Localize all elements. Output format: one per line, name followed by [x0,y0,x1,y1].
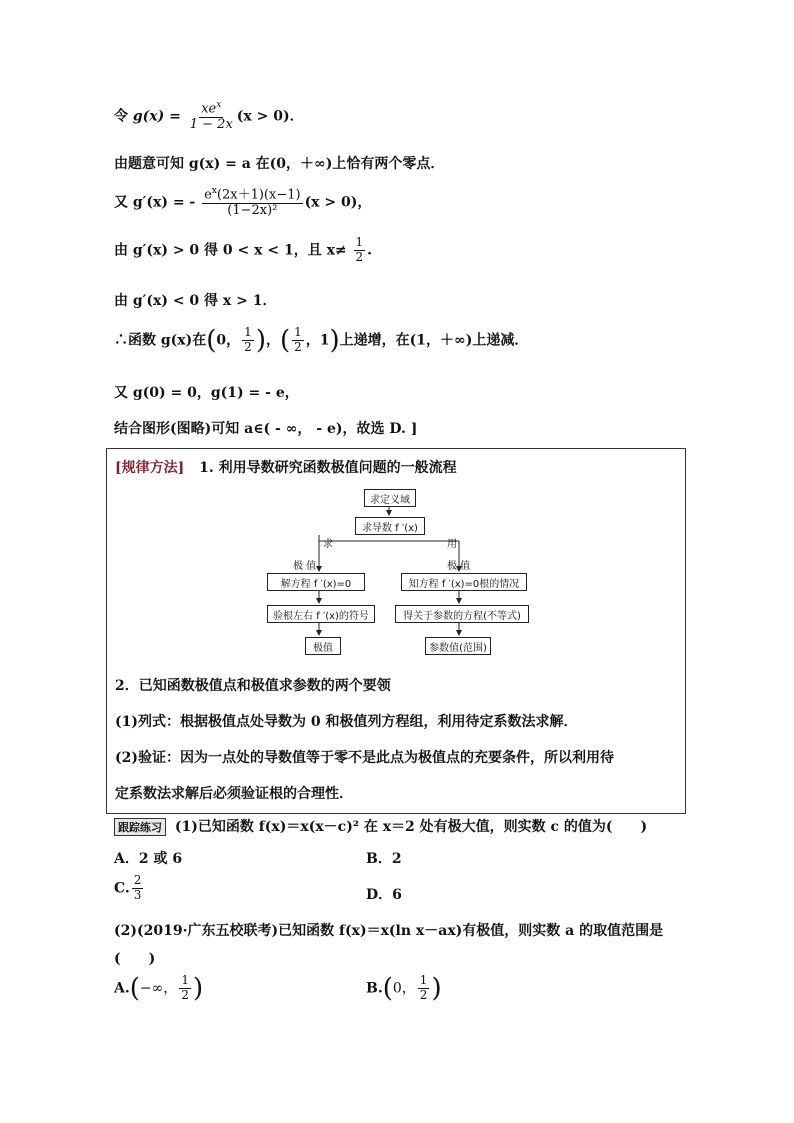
flow-right-result: 参数值(范围) [425,637,491,655]
exercise-q2-line2: ( ) [114,951,156,967]
flow-left-result: 极值 [305,637,341,655]
solution-line-1: 令 g(x) = $\frac{xe^x}{1 - 2x}$ (x > 0)． [114,100,304,133]
fraction: $\frac{xe^x}{1 - 2x}$ [189,100,233,133]
solution-line-6: ∴函数 g(x)在(0， $\frac{1}{2}$ )，( $\frac{1}{2}$ ，1)上递增，在(1，＋∞)上递减． [114,325,529,356]
flow-label-left-2: 极 值 [293,561,317,572]
fraction: $\frac{1}{2}$ [244,325,252,354]
flow-derivative-box: 求导数 f ′(x) [355,517,425,535]
method-box [106,448,686,814]
q1-option-d: D．6 [366,887,402,903]
point2-a: (1)列式：根据极值点处导数为 0 和极值列方程组，利用待定系数法求解． [115,714,578,730]
method-box-title: [规律方法] 1. 利用导数研究函数极值问题的一般流程 [115,460,457,476]
exercise-q1: 跟踪练习 (1)已知函数 f(x)＝x(x－c)² 在 x＝2 处有极大值，则实数 c 的值为( ) [114,816,647,836]
fraction: $\frac{1}{2}$ [294,325,302,354]
flow-label-right-2: 极 值 [447,561,471,572]
flow-left-step2: 验根左右 f ′(x)的符号 [267,605,375,623]
q1-option-a: A．2 或 6 [114,851,183,867]
flow-start-box: 求定义域 [364,489,416,507]
flow-label-left-1: 求 [323,539,333,550]
solution-line-3: 又 g′(x) = - $\frac{e^x(2x+1)(x-1)}{\text{(1−2x)²}}$ (x > 0)， [114,186,372,219]
solution-line-8: 结合图形(图略)可知 a∈( - ∞， - e)，故选 D. ] [114,421,418,437]
fraction: $\frac{1}{2}$ [355,235,364,264]
exercise-tag: 跟踪练习 [114,818,166,836]
q2-option-a: A.(−∞， $\frac{1}{2}$ ) [114,973,204,1004]
flow-right-step2: 得关于参数的方程(不等式) [395,605,529,623]
solution-line-7: 又 g(0) = 0，g(1) = - e， [114,385,299,401]
solution-line-4: 由 g′(x) > 0 得 0 < x < 1，且 x≠ $\frac{1}{2}$ . [114,235,373,264]
fraction: $\frac{1}{2}$ [181,973,189,1002]
fraction: $\frac{e^x(2x+1)(x-1)}{\text{(1−2x)²}}$ [204,186,301,219]
flow-left-step1: 解方程 f ′(x)=0 [267,573,365,591]
flow-label-right-1: 用 [447,539,457,550]
point2-b2: 定系数法求解后必须验证根的合理性． [115,786,353,802]
point2-title: 2．已知函数极值点和极值求参数的两个要领 [115,678,391,694]
fraction: $\frac{1}{2}$ [419,973,428,1002]
exercise-q2-line1: (2)(2019·广东五校联考)已知函数 f(x)＝x(ln x－ax)有极值，则实数 a 的取值范围是 [114,923,664,939]
q1-option-c: C. $\frac{2}{3}$ [114,873,142,902]
fraction: $\frac{2}{3}$ [133,873,142,902]
q2-option-b: B.(0， $\frac{1}{2}$ ) [366,973,442,1004]
solution-line-2: 由题意可知 g(x) = a 在(0，＋∞)上恰有两个零点． [114,156,445,172]
solution-line-5: 由 g′(x) < 0 得 x > 1． [114,293,277,309]
flow-right-step1: 知方程 f ′(x)=0根的情况 [401,573,527,591]
q1-option-b: B．2 [366,851,402,867]
point2-b1: (2)验证：因为一点处的导数值等于零不是此点为极值点的充要条件，所以利用待 [115,750,614,766]
